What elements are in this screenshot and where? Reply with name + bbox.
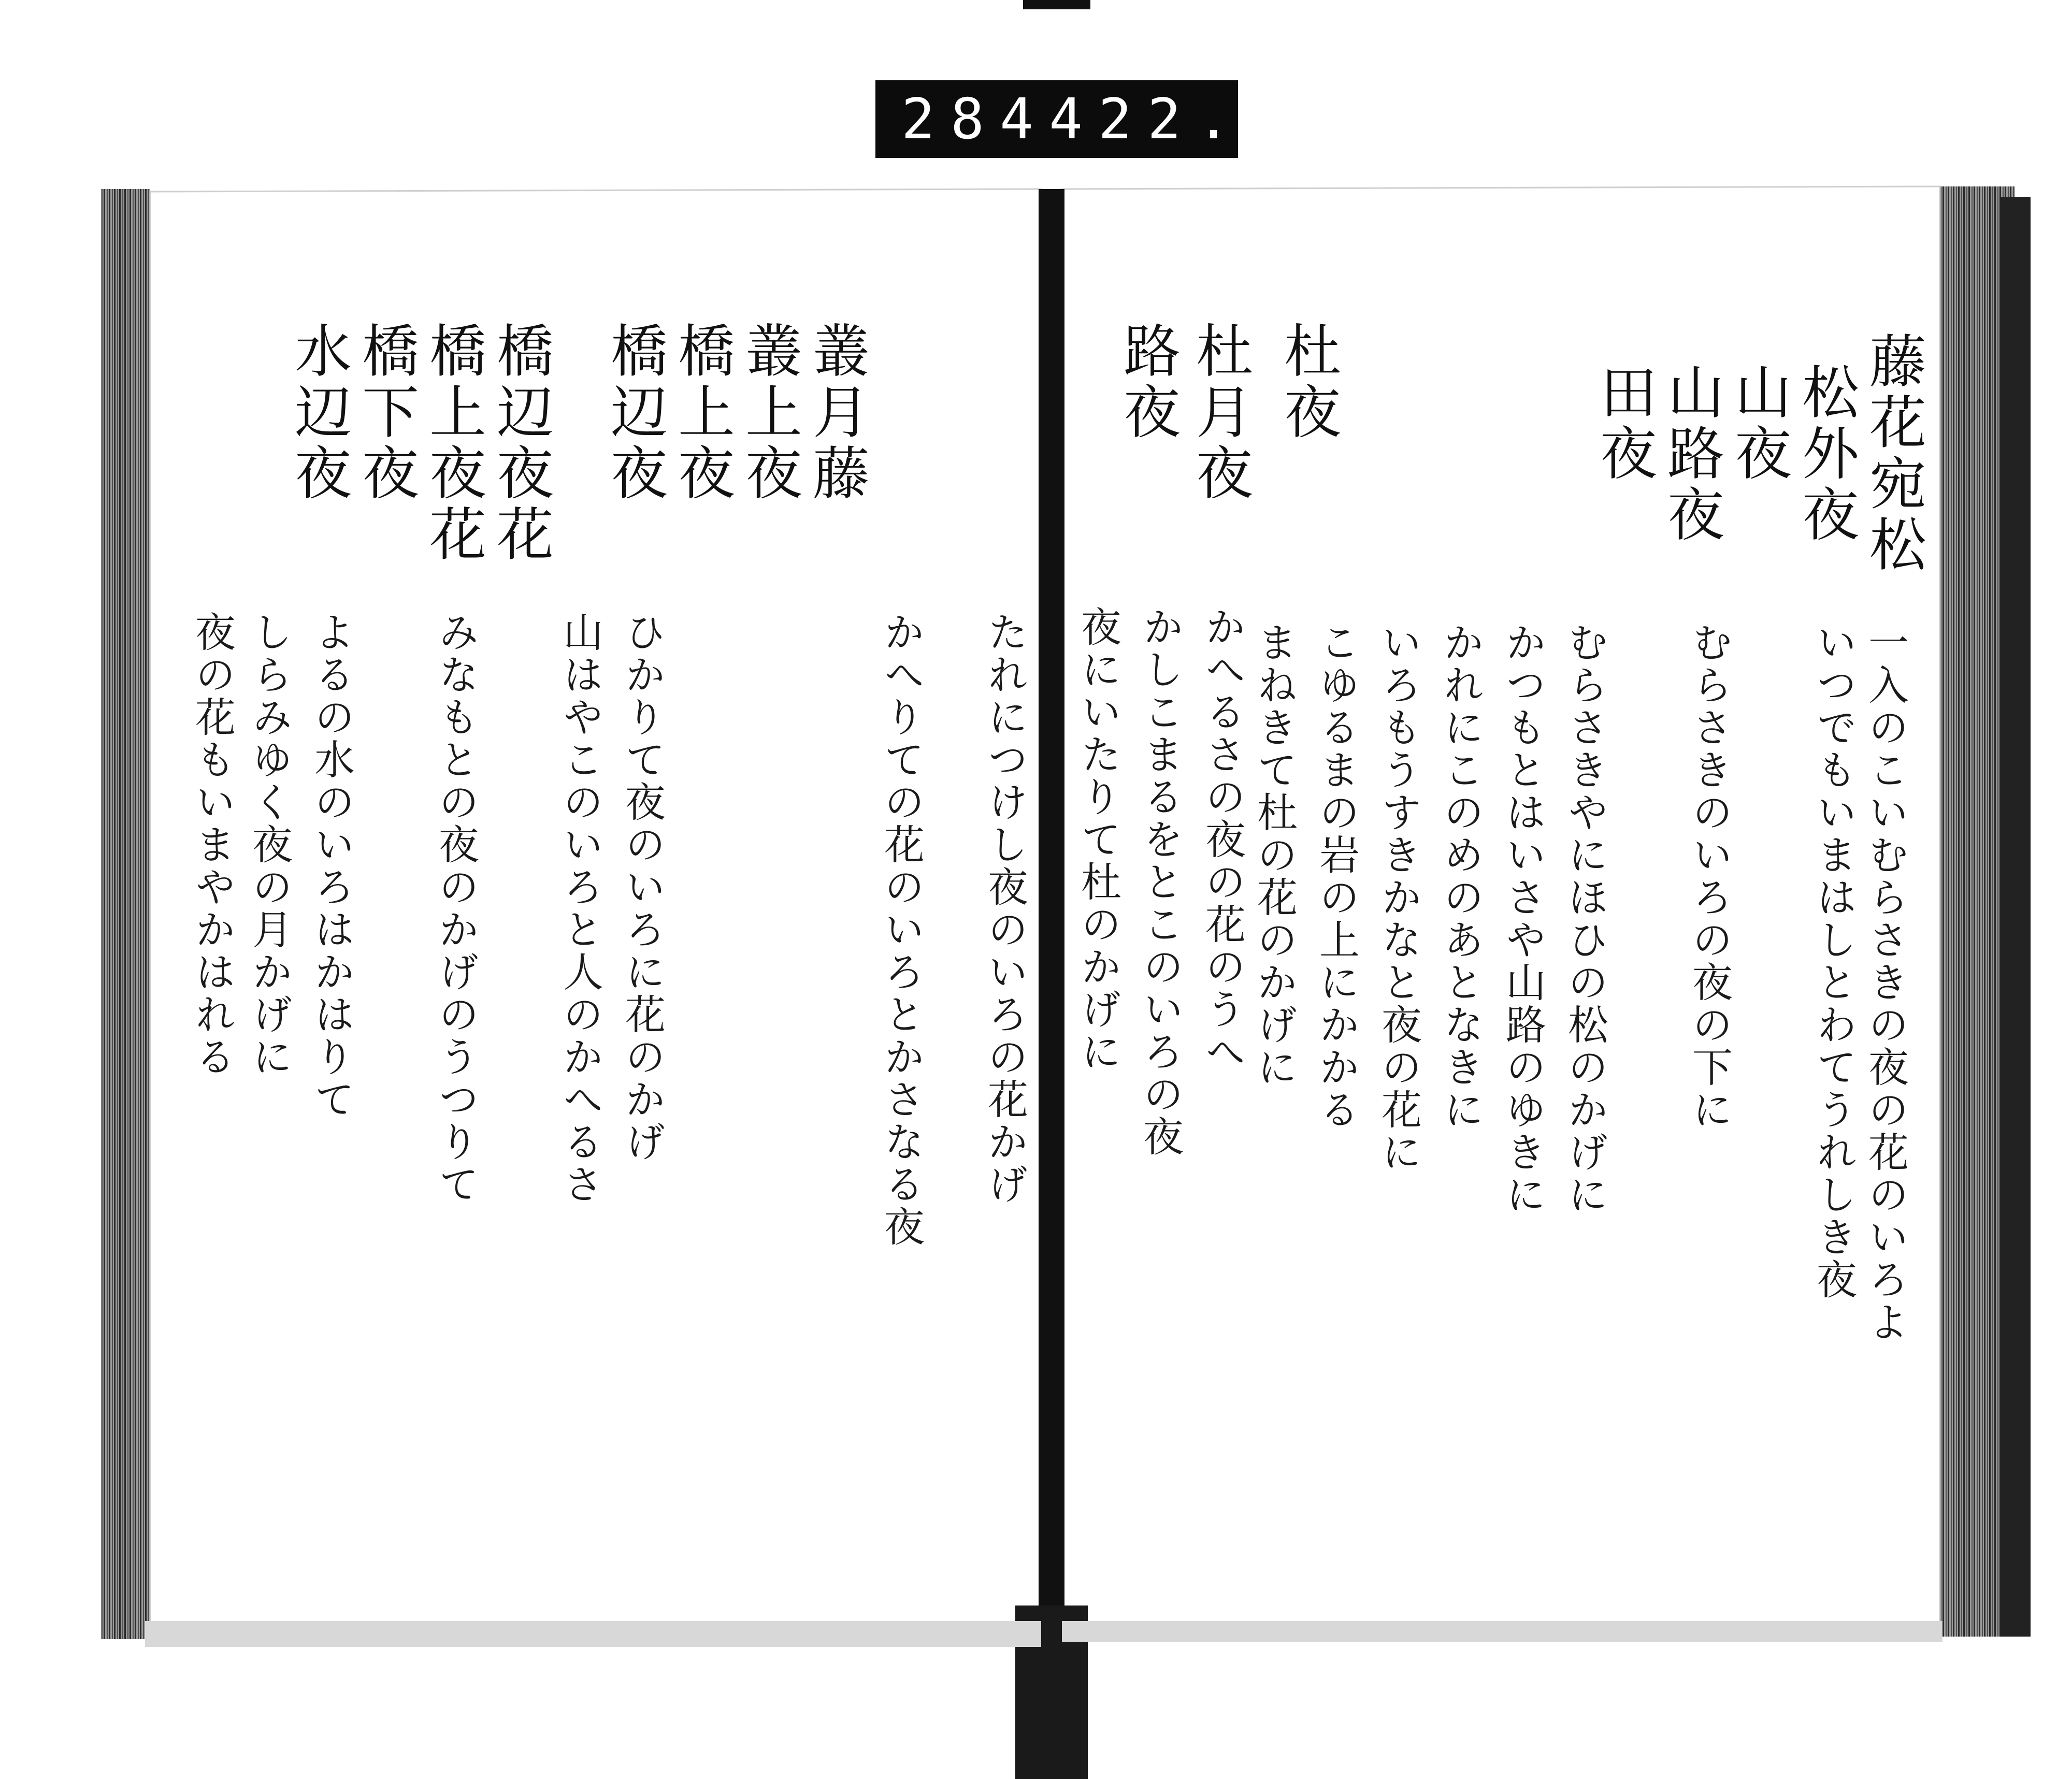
poem-line: いろもうすきかなと夜の花に [1375, 621, 1421, 1174]
heading: 橋辺夜 [601, 321, 668, 504]
heading: 山路夜 [1658, 363, 1724, 546]
heading: 杜月夜 [1187, 321, 1253, 504]
left-page-stack [101, 189, 150, 1639]
frame-number-left: 284 [901, 86, 1049, 152]
heading: 橋辺夜花 [487, 321, 554, 566]
poem-line: 夜の花もいまやかはれる [189, 611, 235, 1078]
poem-line: かへるさの夜の花のうへ [1199, 606, 1245, 1073]
poem-line: よるの水のいろはかはりて [308, 611, 354, 1121]
right-page-stack-dark [1999, 197, 2031, 1637]
poem-line: こゆるまの岩の上にかかる [1313, 621, 1359, 1131]
poem-line: たれにつけし夜のいろの花かげ [981, 611, 1028, 1206]
poem-line: みなもとの夜のかげのうつりて [432, 611, 479, 1206]
poem-line: 一入のこいむらさきの夜の花のいろよ [1862, 621, 1908, 1343]
heading: 杜夜 [1275, 321, 1341, 443]
bottom-shadow-right [1062, 1621, 1942, 1642]
heading: 路夜 [1114, 321, 1181, 443]
heading: 叢月藤 [803, 321, 870, 504]
poem-line: むらさきのいろの夜の下に [1686, 621, 1732, 1131]
poem-line: ひかりて夜のいろに花のかげ [618, 611, 665, 1163]
heading: 藤花宛松 [1860, 331, 1926, 576]
bottom-shadow-left [145, 1621, 1041, 1647]
heading: 水辺夜 [285, 321, 352, 504]
top-mark [1023, 0, 1090, 9]
book-gutter [1039, 189, 1064, 1634]
poem-line: いつでもいまはしとわてうれしき夜 [1810, 621, 1857, 1301]
heading: 叢上夜 [736, 321, 802, 504]
poem-line: むらさきやにほひの松のかげに [1561, 621, 1608, 1216]
heading: 橋上夜花 [420, 321, 486, 566]
heading: 田夜 [1591, 363, 1657, 485]
frame-number-right: 422. [1049, 86, 1246, 152]
poem-line: かへりての花のいろとかさなる夜 [877, 611, 924, 1248]
poem-line: 夜にいたりて杜のかげに [1074, 606, 1121, 1073]
poem-line: まねきて杜の花のかげに [1250, 621, 1297, 1089]
poem-line: かれにこのめのあとなきに [1437, 621, 1484, 1131]
poem-line: かつもとはいさや山路のゆきに [1499, 621, 1546, 1216]
heading: 松外夜 [1793, 363, 1859, 546]
poem-line: かしこまるをとこのいろの夜 [1136, 606, 1183, 1158]
poem-line: 山はやこのいろと人のかへるさ [556, 611, 603, 1206]
heading: 橋下夜 [353, 321, 419, 504]
frame-counter [875, 80, 1246, 158]
heading: 橋上夜 [669, 321, 735, 504]
poem-line: しらみゆく夜の月かげに [246, 611, 292, 1078]
heading: 山夜 [1725, 363, 1792, 485]
